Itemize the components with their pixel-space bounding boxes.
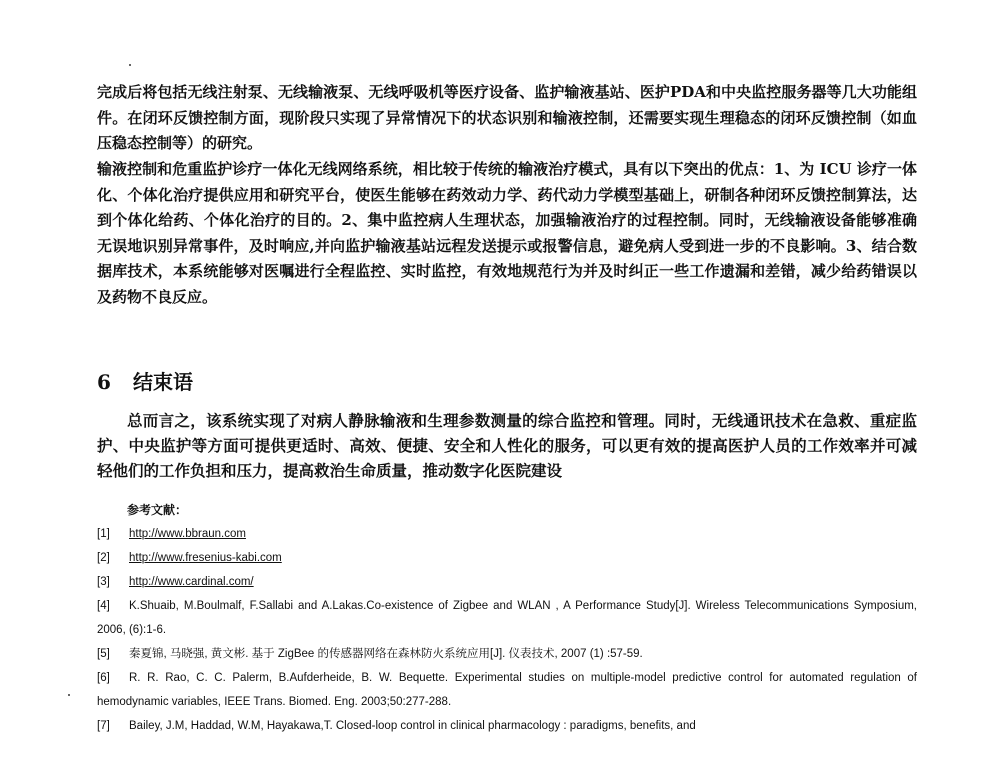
reference-item[interactable] [97, 570, 917, 594]
references-title: 参考文献： [127, 503, 188, 517]
paragraph-system-components: 完成后将包括无线注射泵、无线输液泵、无线呼吸机等医疗设备、监护输液基站、医护PDA和中央监控服务器等几大功能组件。在闭环反馈控制方面，现阶段只实现了异常情况下的状态识别和输液控制，还需要实现生理稳态的闭环反馈控制（如血压稳态控制等）的研究。 [97, 83, 917, 152]
reference-link[interactable]: http://www.cardinal.com/ [129, 576, 254, 588]
reference-text: K.Shuaib, M.Boulmalf, F.Sallabi and A.Lakas.Co-existence of Zigbee and WLAN , A Performance Study[J]. Wireless Telecommunications Symposium, 2006, (6):1-6. [97, 600, 917, 636]
reference-text: 秦夏锦, 马晓强, 黄文彬. 基于 ZigBee 的传感器网络在森林防火系统应用[J]. 仪表技术, 2007 (1) :57-59. [129, 648, 643, 660]
section-number: 6 [97, 370, 111, 394]
paragraph-conclusion: 总而言之，该系统实现了对病人静脉输液和生理参数测量的综合监控和管理。同时，无线通讯技术在急救、重症监护、中央监护等方面可提供更适时、高效、便捷、安全和人性化的服务，可以更有效的提高医护人员的工作效率并可减轻他们的工作负担和压力，提高救治生命质量，推动数字化医院建设 [97, 411, 917, 480]
section-heading [97, 368, 193, 396]
reference-number: [2] [97, 552, 110, 564]
reference-number: [6] [97, 672, 110, 684]
reference-item [97, 594, 917, 642]
reference-text: R. R. Rao, C. C. Palerm, B.Aufderheide, B. W. Bequette. Experimental studies on multiple-model predictive control for automated regulation of hemodynamic variables, IEEE Trans. Biomed. Eng. 2003;50:277-288. [97, 672, 917, 708]
reference-text: Bailey, J.M, Haddad, W.M, Hayakawa,T. Closed-loop control in clinical pharmacology : paradigms, benefits, and [129, 720, 696, 732]
reference-item [97, 666, 917, 714]
speck-mark [68, 694, 70, 696]
references-list [97, 522, 917, 738]
reference-item[interactable] [97, 522, 917, 546]
paragraph-advantages: 输液控制和危重监护诊疗一体化无线网络系统，相比较于传统的输液治疗模式，具有以下突出的优点：1、为 ICU 诊疗一体化、个体化治疗提供应用和研究平台，使医生能够在药效动力学、药代动力学模型基础上，研制各种闭环反馈控制算法，达到个体化给药、个体化治疗的目的。2、集中监控病人生理状态，加强输液治疗的过程控制。同时，无线输液设备能够准确无误地识别异常事件，及时响应,并向监护输液基站远程发送提示或报警信息，避免病人受到进一步的不良影响。3、结合数据库技术，本系统能够对医嘱进行全程监控、实时监控，有效地规范行为并及时纠正一些工作遗漏和差错，减少给药错误以及药物不良反应。 [97, 160, 917, 306]
section-title: 结束语 [133, 370, 193, 394]
reference-link[interactable]: http://www.bbraun.com [129, 528, 246, 540]
speck-mark [129, 64, 131, 66]
reference-number: [1] [97, 528, 110, 540]
reference-number: [7] [97, 720, 110, 732]
reference-number: [4] [97, 600, 110, 612]
reference-item [97, 642, 917, 666]
reference-item[interactable] [97, 546, 917, 570]
reference-number: [5] [97, 648, 110, 660]
reference-item [97, 714, 917, 738]
reference-number: [3] [97, 576, 110, 588]
reference-link[interactable]: http://www.fresenius-kabi.com [129, 552, 282, 564]
